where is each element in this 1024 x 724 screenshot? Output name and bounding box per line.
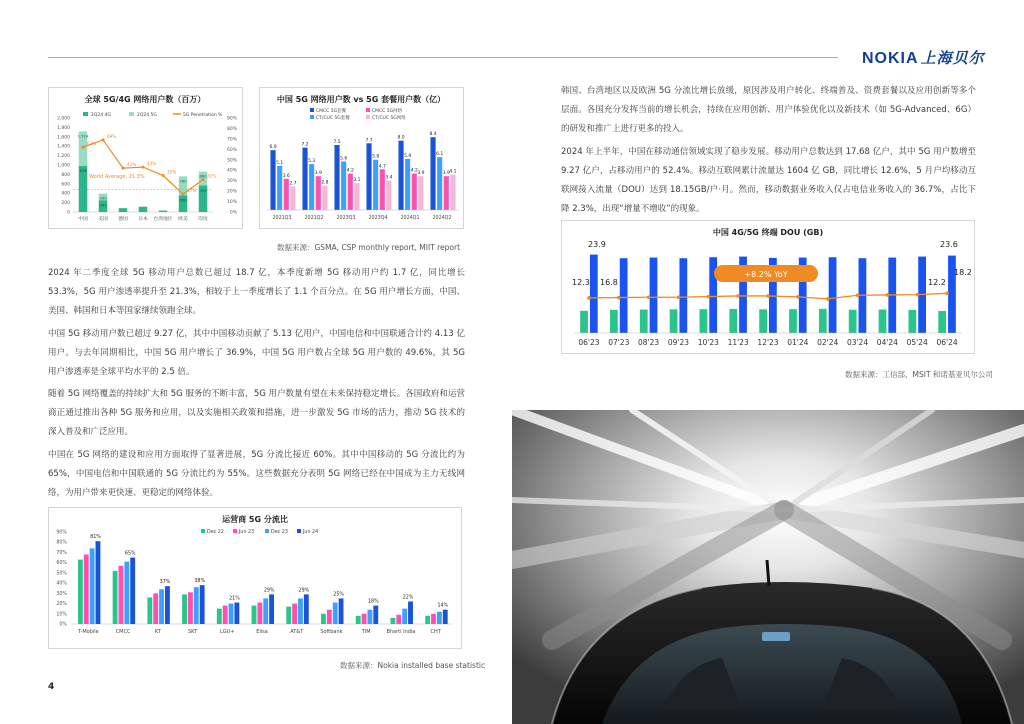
ops-legend-swatch: [297, 529, 301, 533]
china-legend-swatch: [310, 115, 314, 119]
global-bar-5g: [159, 211, 167, 212]
dou-total-point: [587, 296, 591, 300]
ops-bar: [78, 560, 83, 624]
dou-total-last-label: 18.2: [954, 268, 972, 277]
ops-bar: [217, 609, 222, 624]
global-bar-5g-label: 978: [79, 168, 87, 174]
ops-x-tick: CHT: [430, 629, 441, 635]
ops-x-tick: LGU+: [220, 629, 235, 635]
dou-total-point: [856, 293, 860, 297]
china-bar: [277, 166, 282, 210]
ops-bar: [113, 571, 118, 624]
china-bar: [386, 181, 391, 210]
dou-bar-4g: [908, 310, 916, 333]
dou-bar-5g: [620, 258, 628, 333]
global-x-tick: 中国: [78, 217, 88, 222]
ops-y-tick: 20%: [56, 602, 67, 608]
china-legend-label: CMCC 5G套餐: [316, 109, 347, 114]
china-bar: [366, 143, 371, 210]
dou-chart: [561, 220, 975, 354]
operators-chart-title: 运营商 5G 分流比: [222, 515, 288, 524]
dou-total-point: [945, 292, 949, 296]
china-chart-title: 中国 5G 网络用户数 vs 5G 套餐用户数（亿）: [276, 95, 446, 104]
dou-x-tick: 11'23: [727, 338, 749, 347]
logo-cn: 上海贝尔: [920, 49, 985, 67]
china-bar-label: 3.6: [282, 173, 290, 179]
global-legend-swatch: [129, 112, 134, 116]
dou-chart-title: 中国 4G/5G 终端 DOU (GB): [712, 228, 824, 237]
ops-y-tick: 0%: [59, 622, 67, 628]
ops-bar: [188, 592, 193, 624]
dou-x-tick: 06'24: [936, 338, 958, 347]
ops-x-tick: CMCC: [115, 629, 131, 635]
china-bar-label: 5.3: [308, 159, 316, 165]
global-penetration-label: 35%: [167, 169, 177, 175]
ops-legend-label: Dec 23: [271, 530, 288, 535]
ops-bar: [402, 609, 407, 624]
global-bar-4g-label: 860: [199, 173, 207, 179]
global-y-right-tick: 30%: [226, 179, 237, 185]
dou-x-tick: 01'24: [787, 338, 809, 347]
global-x-tick: 印度: [198, 217, 208, 222]
ops-bar: [194, 587, 199, 624]
china-bar: [334, 145, 339, 210]
china-bar: [341, 161, 346, 210]
dou-bar-5g: [650, 258, 658, 333]
china-bar-label: 3.1: [353, 178, 361, 184]
dou-x-tick: 05'24: [906, 338, 928, 347]
ops-bar: [362, 614, 367, 624]
ops-bar: [373, 606, 378, 624]
global-x-tick: 欧美: [178, 217, 188, 222]
dou-x-tick: 09'23: [667, 338, 690, 347]
ops-x-tick: KT: [154, 629, 161, 635]
ops-bar-label: 65%: [124, 551, 136, 557]
dou-5g-first-label: 23.9: [588, 240, 606, 249]
ops-y-tick: 90%: [56, 530, 67, 536]
global-y-left-tick: 800: [61, 172, 70, 178]
global-x-tick: 美国: [98, 217, 108, 222]
global-x-tick: 日本: [138, 217, 148, 222]
china-bar-label: 8.4: [429, 132, 437, 138]
ops-bar: [431, 614, 436, 624]
ops-bar-label: 81%: [90, 535, 101, 541]
china-x-tick: 2021Q2: [304, 216, 324, 221]
china-bar-label: 6.1: [436, 152, 444, 158]
dou-bar-4g: [670, 309, 678, 333]
global-bar-4g-label: 1,714: [77, 133, 89, 139]
global-penetration-point: [102, 138, 105, 141]
global-x-tick: 德国: [118, 217, 128, 222]
ops-bar: [339, 598, 344, 624]
ops-bar: [390, 618, 395, 624]
china-bar-label: 5.6: [340, 156, 348, 162]
china-bar-label: 6.9: [269, 145, 277, 151]
china-bar-label: 5.8: [372, 154, 380, 160]
global-y-left-tick: 1,800: [57, 125, 70, 131]
ops-y-tick: 30%: [56, 591, 67, 597]
dou-total-point: [766, 294, 770, 298]
ops-x-tick: Elisa: [256, 629, 268, 635]
dou-4g-first-label: 12.3: [572, 278, 590, 287]
china-bar-label: 7.2: [301, 142, 309, 148]
ops-bar-label: 25%: [333, 592, 344, 598]
ops-bar: [396, 615, 401, 624]
world-average-annotation: World Average: 21.3%: [89, 174, 145, 180]
china-bar: [380, 169, 385, 210]
ops-legend-label: Jun 24: [303, 530, 319, 535]
ops-bar: [257, 603, 262, 624]
dou-total-point: [647, 295, 651, 299]
china-bar: [450, 174, 455, 210]
global-y-left-tick: 400: [61, 191, 70, 197]
dou-x-tick: 12'23: [757, 338, 779, 347]
global-penetration-point: [162, 174, 165, 177]
ops-x-tick: Bharti India: [386, 629, 416, 635]
global-bar-4g-label: 390: [99, 195, 107, 201]
dou-total-point: [826, 297, 830, 301]
ops-y-tick: 70%: [56, 550, 67, 556]
dou-total-point: [707, 295, 711, 299]
ops-bar: [269, 594, 274, 624]
china-bar-label: 4.2: [346, 168, 354, 174]
china-bar-label: 3.9: [417, 171, 425, 177]
china-bar: [348, 174, 353, 210]
ops-bar: [159, 589, 164, 624]
dou-x-tick: 08'23: [638, 338, 660, 347]
global-y-right-tick: 0%: [229, 210, 237, 216]
china-bar: [316, 176, 321, 210]
china-x-tick: 2024Q2: [432, 216, 452, 221]
ops-bar-label: 38%: [194, 579, 206, 585]
global-penetration-point: [82, 146, 85, 149]
yoy-label: +8.2% YoY: [744, 270, 788, 279]
global-y-right-tick: 10%: [226, 200, 237, 206]
ops-bar: [119, 566, 124, 624]
global-y-right-tick: 50%: [226, 158, 237, 164]
global-penetration-point: [142, 166, 145, 169]
china-bar: [398, 141, 403, 210]
global-y-right-tick: 40%: [226, 168, 237, 174]
china-legend-swatch: [366, 115, 370, 119]
china-bar: [284, 179, 289, 210]
dou-4g-last-label: 12.2: [928, 278, 946, 287]
dou-total-point: [796, 295, 800, 299]
global-legend-label: 2Q24 5G: [137, 113, 157, 118]
ops-bar: [124, 562, 129, 624]
ops-y-tick: 80%: [56, 540, 67, 546]
ops-legend-label: Jun 23: [239, 530, 255, 535]
ops-bar: [252, 606, 257, 624]
china-x-tick: 2023Q4: [368, 216, 388, 221]
ops-bar: [443, 610, 448, 624]
china-bar: [405, 159, 410, 210]
global-penetration-point: [202, 178, 205, 181]
china-legend-label: CT/CUC 5G套餐: [316, 116, 350, 121]
dou-bar-5g: [679, 258, 687, 333]
ops-bar-label: 21%: [229, 596, 240, 602]
dou-x-tick: 10'23: [697, 338, 719, 347]
paragraph-1: 2024 年二季度全球 5G 移动用户总数已超过 18.7 亿，本季度新增 5G 移动用户约 1.7 亿，同比增长 53.3%，5G 用户渗透率提升至 21.3%，相较于上一季度增长了 1.1 个百分点。在 5G 用户增长方面，中国、美国、韩国和日本等国家继续领跑全球。: [48, 268, 465, 316]
china-bar: [444, 176, 449, 210]
source-2: 数据来源：工信部，MSIT 和诺基亚贝尔公司: [845, 370, 993, 379]
dou-bar-4g: [938, 311, 946, 333]
china-x-tick: 2021Q3: [272, 216, 292, 221]
dou-bar-4g: [819, 309, 827, 333]
global-y-left-tick: 1,200: [57, 154, 70, 160]
ops-bar-label: 22%: [402, 595, 414, 601]
china-bar: [302, 148, 307, 210]
china-bar: [430, 137, 435, 210]
global-y-left-tick: 1,600: [57, 135, 70, 141]
ops-x-tick: AT&T: [290, 629, 304, 635]
ops-bar: [165, 586, 170, 624]
china-bar-label: 3.4: [385, 175, 393, 181]
dou-x-tick: 06'23: [578, 338, 600, 347]
paragraph-right-mid: 2024 年上半年，中国在移动通信领域实现了稳步发展。移动用户总数达到 17.68 亿户，其中 5G 用户数增至 9.27 亿户，占移动用户的 52.4%。移动互联网累计流量达 1604 亿 GB，同比增长 12.6%，5 月户均移动互联网接入流量（DOU）达到 18.15GB/户·月。然而，移动数据业务收入仅占电信业务收入的 36.7%，占比下降 2.3%，出现“增量不增收”的现象。: [561, 147, 976, 214]
china-legend-label: CT/CUC 5G网络: [372, 116, 406, 121]
ops-y-tick: 10%: [56, 612, 67, 618]
ops-bar: [437, 612, 442, 624]
ops-legend-label: Dec 22: [207, 530, 224, 535]
ops-bar-label: 18%: [368, 599, 379, 605]
china-bar-label: 8.0: [397, 135, 405, 141]
car-tunnel-photo: [512, 410, 1024, 724]
dou-bar-4g: [879, 310, 887, 333]
operators-chart: [48, 507, 462, 649]
global-penetration-label: 17%: [187, 188, 197, 194]
dou-bar-4g: [759, 309, 767, 333]
ops-bar: [263, 598, 268, 624]
dou-total-point: [677, 295, 681, 299]
paragraph-4: 中国在 5G 网络的建设和应用方面取得了显著进展，5G 分流比接近 60%。其中中国移动的 5G 分流比约为 65%，中国电信和中国联通的 5G 分流比约为 55%。这些数据充分表明 5G 网络已经在中国成为主力无线网络，为用户带来更快速、更稳定的网络体验。: [48, 450, 465, 498]
dou-bar-4g: [580, 311, 588, 333]
global-y-right-tick: 70%: [226, 137, 237, 143]
global-bar-5g: [119, 208, 127, 212]
dou-total-point: [736, 294, 740, 298]
logo-text: NOKIA: [862, 50, 919, 67]
dou-bar-4g: [610, 310, 618, 333]
china-bar: [309, 164, 314, 210]
global-users-chart: [48, 87, 243, 229]
ops-bar: [147, 597, 152, 624]
global-penetration-point: [122, 167, 125, 170]
ops-bar: [200, 585, 205, 624]
china-bar-label: 3.9: [314, 171, 322, 177]
ops-bar: [153, 593, 158, 624]
dou-bar-4g: [640, 310, 648, 333]
dou-total-first-label: 16.8: [600, 278, 618, 287]
global-y-left-tick: 0: [67, 210, 70, 216]
china-bar: [418, 176, 423, 210]
china-legend-label: CMCC 5G网络: [372, 109, 403, 114]
paragraph-2: 中国 5G 移动用户数已超过 9.27 亿，其中中国移动贡献了 5.13 亿用户，中国电信和中国联通合计约 4.13 亿用户。与去年同期相比，中国 5G 用户增长了 36.9%，中国 5G 用户数占全球 5G 用户数的 49.6%，其 5G 用户渗透率是全球平均水平的 2.5 倍。: [48, 329, 465, 377]
yoy-badge: [714, 265, 818, 282]
header-rule: [48, 57, 838, 58]
ops-bar: [229, 604, 234, 624]
global-y-left-tick: 200: [61, 201, 70, 207]
china-bar-label: 4.1: [449, 169, 457, 175]
dou-bar-4g: [700, 309, 708, 333]
china-bar-label: 5.9: [404, 153, 412, 159]
dou-bar-5g: [590, 255, 598, 333]
china-legend-swatch: [310, 108, 314, 112]
ops-x-tick: TIM: [361, 629, 371, 635]
global-penetration-label: 31%: [207, 173, 217, 179]
china-bar-label: 3.9: [442, 171, 450, 177]
dou-total-point: [915, 293, 919, 297]
ops-legend-swatch: [233, 529, 237, 533]
dou-bar-4g: [849, 310, 857, 333]
ops-bar: [182, 594, 187, 624]
dou-x-tick: 04'24: [876, 338, 898, 347]
china-bar-label: 4.7: [378, 164, 386, 170]
global-penetration-label: 62%: [87, 141, 97, 147]
china-bar: [412, 174, 417, 210]
dou-x-tick: 07'23: [608, 338, 630, 347]
ops-bar: [130, 558, 135, 624]
global-x-tick: 台湾地区: [153, 217, 173, 222]
dou-total-point: [617, 296, 621, 300]
global-y-right-tick: 80%: [226, 126, 237, 132]
global-y-left-tick: 2,000: [57, 116, 70, 122]
china-bar-label: 5.1: [276, 160, 284, 166]
ops-bar: [234, 603, 239, 624]
china-x-tick: 2023Q3: [336, 216, 356, 221]
ops-bar: [298, 598, 303, 624]
dou-bar-4g: [729, 309, 737, 333]
global-bar-4g-label: 760: [179, 178, 187, 184]
china-x-tick: 2024Q1: [400, 216, 420, 221]
paragraph-right-top: 韩国、台湾地区以及欧洲 5G 分流比增长放缓，原因涉及用户转化、终端普及、资费套餐以及应用创新等多个层面。各国充分发挥当前的增长机会，持续在应用创新、用户体验优化以及新技术（如 5G-Advanced、6G）的研发和推广上进行更多的投入。: [561, 86, 976, 134]
dou-bar-4g: [789, 309, 797, 333]
nokia-logo: [862, 47, 985, 68]
global-y-right-tick: 20%: [226, 189, 237, 195]
ops-x-tick: SKT: [187, 629, 198, 635]
china-legend-swatch: [366, 108, 370, 112]
dou-5g-last-label: 23.6: [940, 240, 958, 249]
global-legend-swatch: [83, 112, 88, 116]
ops-y-tick: 50%: [56, 571, 67, 577]
ops-y-tick: 60%: [56, 561, 67, 567]
ops-y-tick: 40%: [56, 581, 67, 587]
ops-bar: [408, 602, 413, 624]
global-penetration-label: 43%: [147, 161, 157, 167]
ops-x-tick: T-Mobile: [77, 629, 99, 635]
china-bar: [437, 157, 442, 210]
china-bar: [354, 183, 359, 210]
china-bar-label: 7.7: [365, 138, 373, 144]
global-penetration-label: 42%: [127, 162, 137, 168]
ops-bar: [304, 594, 309, 624]
ops-bar: [333, 603, 338, 624]
ops-bar: [292, 604, 297, 624]
china-bar: [373, 160, 378, 210]
ops-bar: [367, 610, 372, 624]
dou-x-tick: 03'24: [846, 338, 869, 347]
global-bar-5g-label: 247: [99, 202, 107, 208]
ops-legend-swatch: [201, 529, 205, 533]
global-y-left-tick: 1,400: [57, 144, 70, 150]
ops-legend-swatch: [265, 529, 269, 533]
global-penetration-label: 69%: [107, 133, 117, 139]
china-bar: [290, 187, 295, 210]
dou-total-point: [886, 293, 890, 297]
ops-bar: [321, 614, 326, 624]
global-y-left-tick: 600: [61, 182, 70, 188]
global-y-right-tick: 60%: [226, 147, 237, 153]
ops-bar: [356, 616, 361, 624]
ops-bar: [425, 616, 430, 624]
global-y-right-tick: 90%: [226, 116, 237, 122]
ops-bar: [327, 610, 332, 624]
global-y-left-tick: 1,000: [57, 163, 70, 169]
china-bar-label: 2.8: [321, 180, 329, 186]
global-legend-label: 2Q24 4G: [91, 113, 111, 118]
china-users-chart: [259, 87, 464, 229]
global-bar-5g-label: 563: [199, 187, 207, 193]
ops-bar: [90, 548, 95, 624]
china-bar: [270, 150, 275, 210]
china-bar-label: 7.5: [333, 140, 341, 145]
ops-bar: [84, 554, 89, 624]
ops-bar: [223, 606, 228, 624]
china-bar-label: 2.7: [289, 181, 297, 187]
ops-x-tick: Softbank: [320, 629, 343, 635]
china-bar-label: 4.2: [410, 168, 418, 174]
global-bar-5g-label: 350: [179, 197, 187, 203]
global-bar-5g: [139, 207, 147, 212]
paragraph-3: 随着 5G 网络覆盖的持续扩大和 5G 服务的不断丰富，5G 用户数量有望在未来保持稳定增长。各国政府和运营商正通过推出各种 5G 服务和应用，以及实施相关政策和措施，进一步激发 5G 市场的活力，推动 5G 技术的深入普及和广泛应用。: [48, 389, 465, 437]
global-chart-title: 全球 5G/4G 网络用户数（百万）: [84, 95, 206, 104]
china-bar: [322, 186, 327, 210]
ops-bar: [286, 607, 291, 624]
ops-bar-label: 29%: [263, 588, 275, 594]
global-penetration-point: [182, 193, 185, 196]
dou-bar-5g: [829, 257, 837, 333]
ops-bar: [96, 541, 101, 624]
ops-bar-label: 29%: [298, 588, 310, 594]
ops-bar-label: 14%: [437, 603, 449, 609]
source-3: 数据来源：Nokia installed base statistic: [340, 661, 486, 670]
dou-x-tick: 02'24: [817, 338, 839, 347]
source-1: 数据来源：GSMA, CSP monthly report, MIIT report: [277, 243, 461, 252]
global-legend-label: 5G Penetration %: [183, 113, 223, 118]
page-number: 4: [48, 682, 55, 692]
ops-bar-label: 37%: [159, 580, 171, 586]
